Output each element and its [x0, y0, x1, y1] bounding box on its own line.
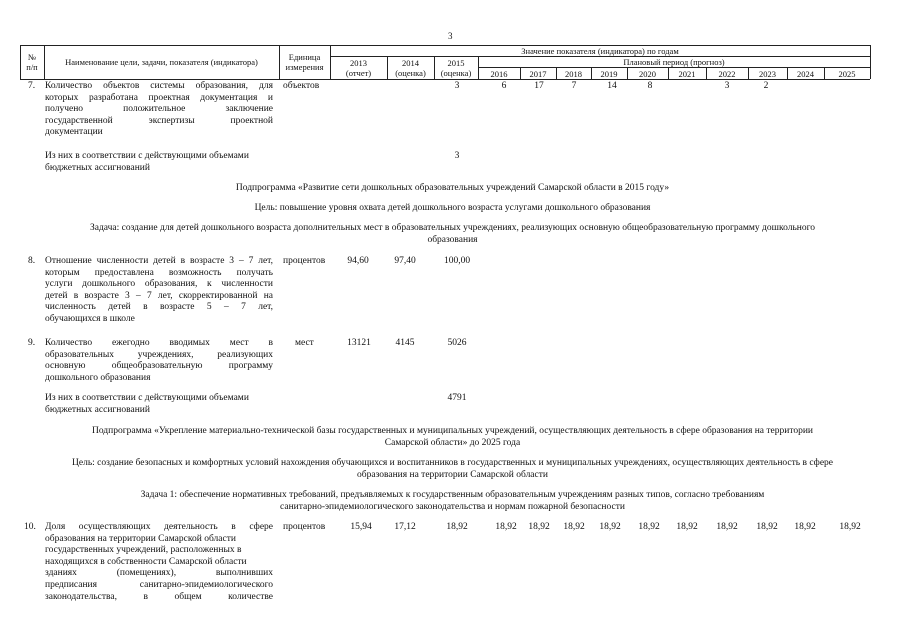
value-2013: 13121	[347, 338, 371, 348]
header-planned-title: Плановый период (прогноз)	[623, 57, 725, 67]
value-2015: 5026	[447, 338, 467, 348]
header-value-title: Значение показателя (индикатора) по годам	[521, 46, 679, 56]
goal-title: Цель: создание безопасных и комфортных условий нахождения обучающихся и воспитанников в государственных и муниципальных учреждениях, осуществляющих деятельность в сфере образования на территории Самарской области	[72, 458, 833, 480]
row-number: 10.	[24, 522, 36, 532]
subprogram-title: Подпрограмма «Развитие сети дошкольных образовательных учреждений Самарской области в 2015 году»	[235, 183, 670, 193]
header-year-2022: 2022	[718, 69, 736, 79]
indicator-name: Из них в соответствии с действующими объемами бюджетных ассигнований	[45, 151, 249, 173]
header-year-2020: 2020	[639, 69, 656, 79]
header-year-2015: 2015 (оценка)	[440, 58, 472, 78]
row-number: 9.	[28, 338, 36, 348]
task-title: Задача 1: обеспечение нормативных требований, предъявляемых к государственным образовательным учреждениям разных типов, согласно требованиям санитарно-эпидемиологического законодательства и нормам пожарной безопасности	[140, 490, 765, 512]
header-year-2018: 2018	[565, 69, 582, 79]
indicator-name: Количество объектов системы образования, для которых разработана проектная документация и получено положительное заключение государственной экспертизы проектной документации	[45, 81, 273, 138]
header-year-2024: 2024	[797, 69, 814, 79]
value-2020: 18,92	[638, 522, 660, 532]
value-2015: 4791	[447, 393, 467, 403]
row-number: 8.	[28, 256, 36, 266]
header-num: № п/п	[26, 52, 38, 72]
value-2014: 17,12	[394, 522, 416, 532]
indicator-name: Отношение численности детей в возрасте 3 – 7 лет, которым предоставлена возможность получать услуги дошкольного образования, к численности детей в возрасте 3 – 7 лет, скорректированной на численность детей в возрасте 5 – 7 лет, обучающихся в школе	[45, 256, 273, 324]
value-2022: 18,92	[716, 522, 738, 532]
task-title: Задача: создание для детей дошкольного возраста дополнительных мест в образовательных учреждениях, реализующих основную общеобразовательную программу дошкольного образования	[89, 223, 816, 245]
value-2013: 94,60	[347, 256, 369, 266]
value-2013: 15,94	[350, 522, 372, 532]
indicator-name: Доля осуществляющих деятельность в сфере образования на территории Самарской области государственных учреждений, расположенных в находящихся в собственности Самарской области зданиях (помещениях), выполнивших предписания санитарно-эпидемиологического законодательства, в общем количестве	[45, 522, 273, 602]
value-2015: 18,92	[446, 522, 468, 532]
header-year-2014: 2014 (оценка)	[395, 58, 426, 78]
value-2025: 18,92	[839, 522, 861, 532]
value-2015: 3	[454, 81, 460, 91]
value-2017: 18,92	[528, 522, 550, 532]
unit-cell: объектов	[283, 81, 320, 91]
value-2019: 18,92	[599, 522, 621, 532]
indicator-name: Количество ежегодно вводимых мест в образовательных учреждениях, реализующих основную общеобразовательную программу дошкольного образования	[45, 338, 273, 383]
value-2024: 18,92	[794, 522, 816, 532]
value-2021: 18,92	[676, 522, 698, 532]
value-2019: 14	[607, 81, 617, 91]
header-year-2025: 2025	[838, 69, 856, 79]
value-2022: 3	[724, 81, 730, 91]
value-2020: 8	[647, 81, 653, 91]
unit-cell: процентов	[283, 256, 326, 266]
value-2016: 18,92	[495, 522, 517, 532]
header-year-2021: 2021	[678, 69, 696, 79]
value-2018: 7	[571, 81, 577, 91]
header-year-2019: 2019	[600, 69, 618, 79]
value-2023: 2	[763, 81, 769, 91]
goal-title: Цель: повышение уровня охвата детей дошкольного возраста услугами дошкольного образования	[254, 203, 651, 213]
value-2018: 18,92	[563, 522, 585, 532]
value-2017: 17	[534, 81, 544, 91]
header-year-2017: 2017	[529, 69, 547, 79]
row-number: 7.	[28, 81, 36, 91]
value-2014: 97,40	[394, 256, 416, 266]
header-year-2013: 2013 (отчет)	[345, 58, 372, 78]
unit-cell: процентов	[283, 522, 326, 532]
page-number: 3	[448, 31, 453, 41]
header-unit: Единица измерения	[285, 52, 324, 72]
value-2015: 3	[454, 151, 460, 161]
value-2015: 100,00	[443, 256, 471, 266]
value-2016: 6	[501, 81, 507, 91]
value-2023: 18,92	[756, 522, 778, 532]
indicator-name: Из них в соответствии с действующими объемами бюджетных ассигнований	[45, 393, 249, 415]
subprogram-title: Подпрограмма «Укрепление материально-технической базы государственных и муниципальных учреждений, осуществляющих деятельность в сфере образования на территории Самарской области» до 2025 года	[91, 426, 814, 448]
header-name: Наименование цели, задачи, показателя (индикатора)	[65, 57, 258, 67]
value-2014: 4145	[395, 338, 415, 348]
unit-cell: мест	[295, 338, 314, 348]
header-year-2023: 2023	[759, 69, 776, 79]
header-year-2016: 2016	[490, 69, 508, 79]
